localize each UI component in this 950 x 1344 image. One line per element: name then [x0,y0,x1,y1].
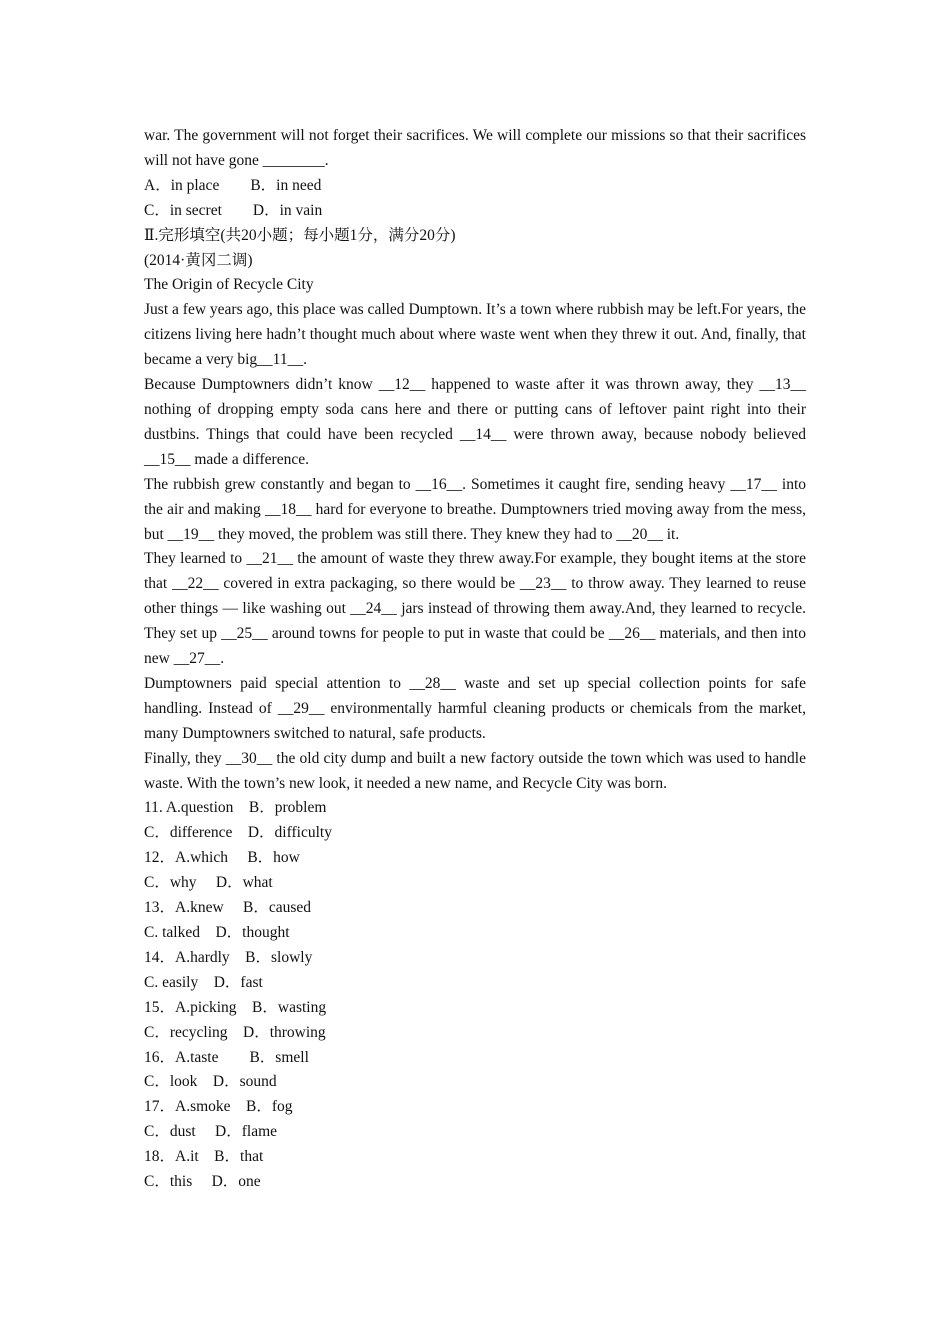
previous-options-line-2: C．in secret D．in vain [144,201,323,219]
section-heading: Ⅱ.完形填空(共20小题；每小题1分，满分20分) [144,226,456,244]
question-option-line: 15．A.picking B．wasting [144,998,327,1016]
paragraph-5: Dumptowners paid special attention to __28__ waste and set up special collection points for safe handling. Instead of __29__ environmentally harmful cleaning products or chemicals from the market, many Dumptowners switched to natural, safe products. [144,674,806,742]
question-option-line: C．look D．sound [144,1073,277,1091]
previous-options-line-1: A．in place B．in need [144,176,322,194]
paragraph-3: The rubbish grew constantly and began to __16__. Sometimes it caught fire, sending heavy __17__ into the air and making __18__ hard for everyone to breathe. Dumptowners tried moving away from the mess, but __19__ they moved, the problem was still there. They knew they had to __20__ it. [144,475,806,543]
question-option-line: C．why D．what [144,874,273,892]
intro-question-text: war. The government will not forget their sacrifices. We will complete our missions so that their sacrifices will not have gone ________. [144,127,806,169]
paragraph-6: Finally, they __30__ the old city dump and built a new factory outside the town which was used to handle waste. With the town’s new look, it needed a new name, and Recycle City was born. [144,749,806,792]
question-option-line: C．this D．one [144,1173,261,1191]
question-options-list [144,796,806,1195]
passage-title: The Origin of Recycle City [144,276,314,294]
document-page [144,124,806,1195]
question-option-line: C. easily D．fast [144,973,263,991]
question-option-line: 17．A.smoke B．fog [144,1098,293,1116]
question-option-line: 12．A.which B．how [144,849,300,867]
paragraph-4: They learned to __21__ the amount of waste they threw away.For example, they bought items at the store that __22__ covered in extra packaging, so there would be __23__ to throw away. They learned to reuse other things — like washing out __24__ jars instead of throwing them away.And, they learned to recycle. They set up __25__ around towns for people to put in waste that could be __26__ materials, and then into new __27__. [144,550,806,668]
paragraph-2: Because Dumptowners didn’t know __12__ happened to waste after it was thrown away, they __13__ nothing of dropping empty soda cans here and there or putting cans of leftover paint right into their dustbins. Things that could have been recycled __14__ were thrown away, because nobody believed __15__ made a difference. [144,376,806,468]
question-option-line: 11. A.question B．problem [144,799,327,817]
question-option-line: 18．A.it B．that [144,1148,264,1166]
question-option-line: 14．A.hardly B．slowly [144,948,313,966]
paragraph-1: Just a few years ago, this place was called Dumptown. It’s a town where rubbish may be left.For years, the citizens living here hadn’t thought much about where waste went when they threw it out. And, finally, that became a very big__11__. [144,301,806,369]
question-option-line: C．dust D．flame [144,1123,278,1141]
question-option-line: C．recycling D．throwing [144,1023,326,1041]
source-note: (2014·黄冈二调) [144,251,253,269]
question-option-line: C．difference D．difficulty [144,824,332,842]
question-option-line: 16．A.taste B．smell [144,1048,309,1066]
question-option-line: 13．A.knew B．caused [144,899,312,917]
question-option-line: C. talked D．thought [144,924,290,941]
